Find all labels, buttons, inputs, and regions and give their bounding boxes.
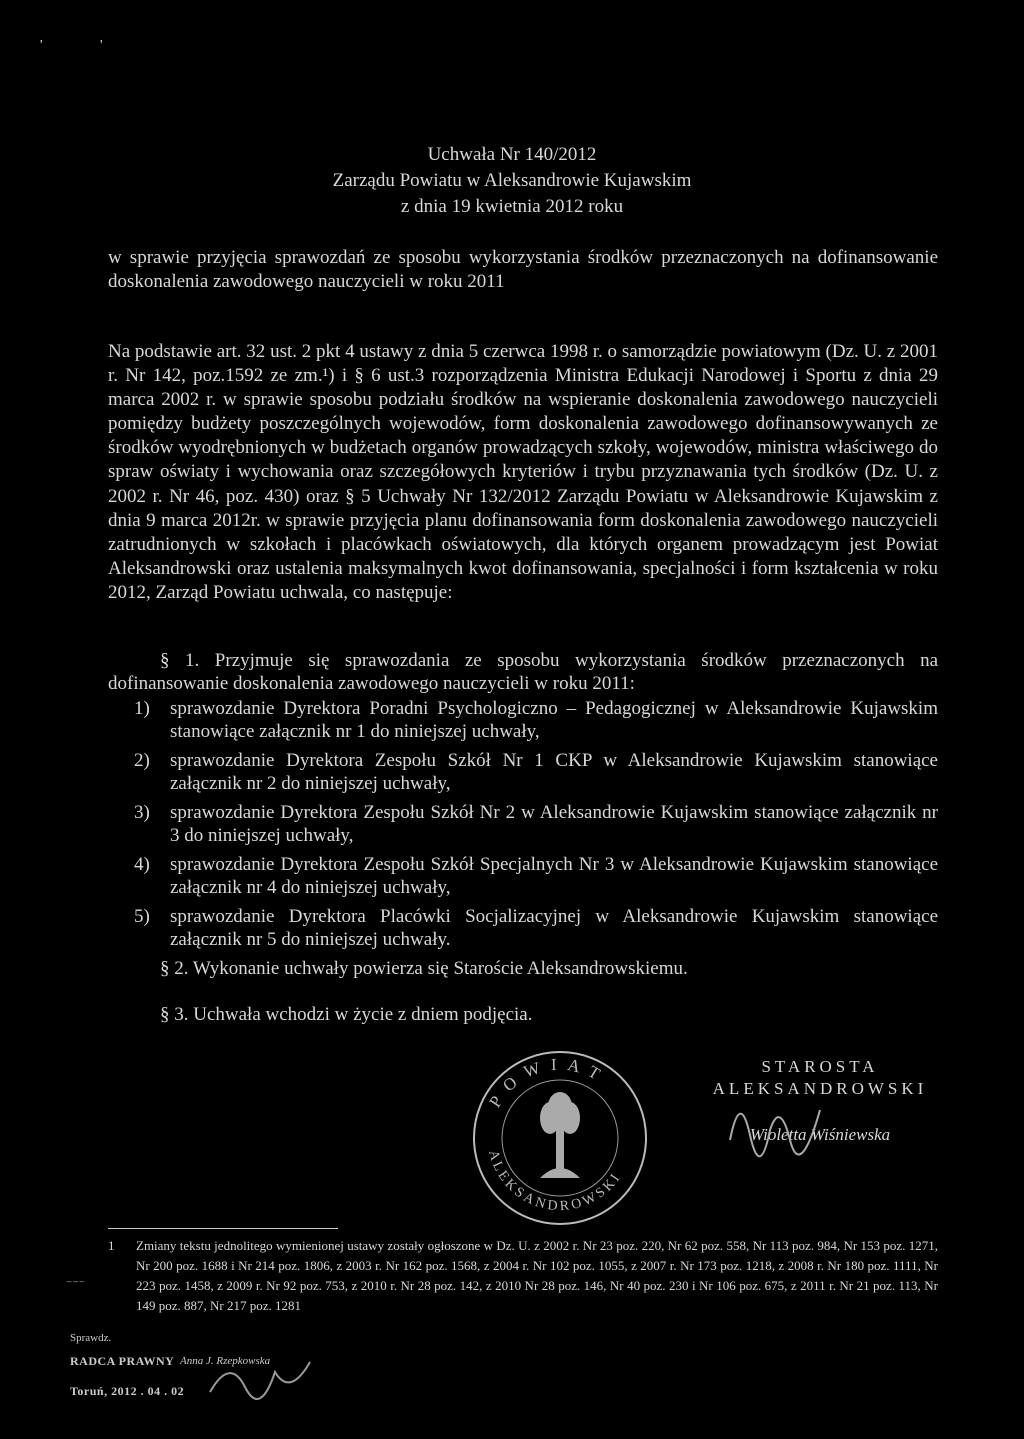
list-item-text: sprawozdanie Dyrektora Zespołu Szkół Nr 1 CKP w Aleksandrowie Kujawskim stanowiące załącznik nr 2 do niniejszej uchwały, <box>170 750 938 794</box>
resolution-date: z dnia 19 kwietnia 2012 roku <box>400 196 624 217</box>
section-1-label: § 1. <box>160 650 200 671</box>
list-item-text: sprawozdanie Dyrektora Zespołu Szkół Nr 2 w Aleksandrowie Kujawskim stanowiące załącznik nr 3 do niniejszej uchwały, <box>170 802 938 846</box>
footnote <box>108 1236 938 1316</box>
reports-list <box>108 697 938 957</box>
section-2: § 2. Wykonanie uchwały powierza się Staroście Aleksandrowskiemu. <box>160 958 688 979</box>
footnote-number: 1 <box>108 1238 115 1253</box>
list-item <box>108 749 938 795</box>
stamp-checked: Sprawdz. <box>70 1332 112 1344</box>
scan-speck: ' <box>40 38 43 53</box>
signature-office: ALEKSANDROWSKI <box>712 1079 928 1098</box>
list-item <box>108 905 938 951</box>
section-3: § 3. Uchwała wchodzi w życie z dniem podjęcia. <box>160 1004 533 1025</box>
section-1-intro <box>108 649 938 695</box>
list-item-number: 5) <box>134 906 150 927</box>
counsel-signature-icon <box>205 1352 315 1402</box>
list-item-text: sprawozdanie Dyrektora Zespołu Szkół Specjalnych Nr 3 w Aleksandrowie Kujawskim stanowiące załącznik nr 4 do niniejszej uchwały, <box>170 854 938 898</box>
list-item-number: 2) <box>134 750 150 771</box>
seal-top-text: POWIAT <box>485 1054 612 1111</box>
footnote-divider <box>108 1228 338 1229</box>
list-item <box>108 801 938 847</box>
stamp-legal-counsel: RADCA PRAWNY <box>70 1354 175 1368</box>
list-item <box>108 853 938 899</box>
resolution-number: Uchwała Nr 140/2012 <box>427 144 597 165</box>
resolution-subject: w sprawie przyjęcia sprawozdań ze sposobu wykorzystania środków przeznaczonych na dofinansowanie doskonalenia zawodowego nauczycieli w roku 2011 <box>108 247 938 292</box>
list-item-number: 4) <box>134 854 150 875</box>
issuing-body: Zarządu Powiatu w Aleksandrowie Kujawskim <box>332 170 692 191</box>
official-seal <box>470 1048 650 1228</box>
list-item <box>108 697 938 743</box>
stamp-counsel-name: Anna J. Rzepkowska <box>180 1355 271 1367</box>
list-item-text: sprawozdanie Dyrektora Poradni Psychologiczno – Pedagogicznej w Aleksandrowie Kujawskim stanowiące załącznik nr 1 do niniejszej uchwały, <box>170 698 938 742</box>
seal-bottom-text: ALEKSANDROWSKI <box>485 1148 625 1215</box>
legal-basis-paragraph: Na podstawie art. 32 ust. 2 pkt 4 ustawy z dnia 5 czerwca 1998 r. o samorządzie powiatowym (Dz. U. z 2001 r. Nr 142, poz.1592 ze zm.¹) i § 6 ust.3 rozporządzenia Ministra Edukacji Narodowej i Sportu z dnia 29 marca 2002 r. w sprawie sposobu podziału środków na wspieranie doskonalenia zawodowego nauczycieli pomiędzy budżety poszczególnych wojewodów, form doskonalenia zawodowego dofinansowywanych ze środków wyodrębnionych w budżetach organów prowadzących szkoły, wojewodów, ministra właściwego do spraw oświaty i wychowania oraz szczegółowych kryteriów i trybu przyznawania tych środków (Dz. U. z 2002 r. Nr 46, poz. 430) oraz § 5 Uchwały Nr 132/2012 Zarządu Powiatu w Aleksandrowie Kujawskim z dnia 9 marca 2012r. w sprawie przyjęcia planu dofinansowania form doskonalenia zawodowego nauczycieli zatrudnionych w szkołach i placówkach oświatowych, dla których organem prowadzącym jest Powiat Aleksandrowski oraz ustalenia maksymalnych kwot dofinansowania, specjalności i form kształcenia w roku 2012, Zarząd Powiatu uchwala, co następuje: <box>108 341 938 603</box>
margin-mark-icon: ⁻⁻⁻ <box>66 1277 86 1291</box>
signature-title: STAROSTA <box>761 1057 879 1076</box>
stamp-place-date: Toruń, 2012 . 04 . 02 <box>70 1384 185 1398</box>
section-1-text: Przyjmuje się sprawozdania ze sposobu wykorzystania środków przeznaczonych na dofinansowanie doskonalenia zawodowego nauczycieli w roku 2011: <box>108 650 939 694</box>
list-item-number: 3) <box>134 802 150 823</box>
scan-speck: ' <box>100 38 103 53</box>
list-item-text: sprawozdanie Dyrektora Placówki Socjalizacyjnej w Aleksandrowie Kujawskim stanowiące załącznik nr 5 do niniejszej uchwały. <box>170 906 938 950</box>
list-item-number: 1) <box>134 698 150 719</box>
signatory-name: Wioletta Wiśniewska <box>749 1125 891 1144</box>
handwritten-signature-icon <box>720 1080 830 1160</box>
footnote-text: Zmiany tekstu jednolitego wymienionej ustawy zostały ogłoszone w Dz. U. z 2002 r. Nr 23 poz. 220, Nr 62 poz. 558, Nr 113 poz. 984, Nr 153 poz. 1271, Nr 200 poz. 1688 i Nr 214 poz. 1806, z 2003 r. Nr 162 poz. 1568, z 2004 r. Nr 102 poz. 1055, z 2007 r. Nr 173 poz. 1218, z 2008 r. Nr 180 poz. 1111, Nr 223 poz. 1458, z 2009 r. Nr 92 poz. 753, z 2010 r. Nr 28 poz. 142, z 2010 Nr 28 poz. 146, Nr 40 poz. 230 i Nr 106 poz. 675, z 2011 r. Nr 21 poz. 113, Nr 149 poz. 887, Nr 217 poz. 1281 <box>136 1238 938 1313</box>
wheat-emblem-icon <box>540 1092 580 1178</box>
